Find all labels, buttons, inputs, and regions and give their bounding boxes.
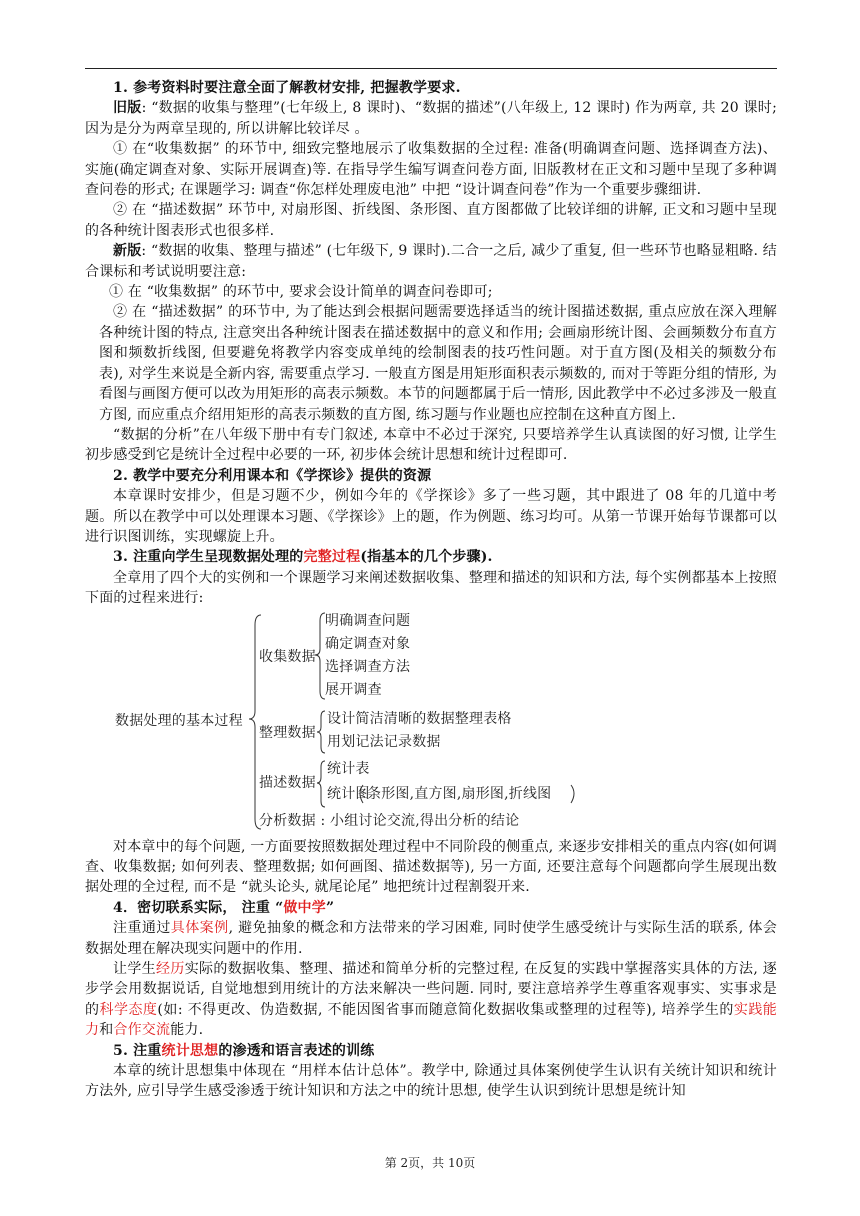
diagram-organize-item: 用划记法记录数据: [327, 733, 441, 750]
diagram-describe: 描述数据: [259, 774, 316, 791]
old-version-label: 旧版: [113, 100, 142, 117]
diagram-collect-item: 确定调查对象: [325, 635, 411, 652]
new-version-paragraph: [85, 241, 777, 282]
s4-p1-b: , 避免抽象的概念和方法带来的学习困难, 同时使学生感受统计与实际生活的联系, 体会数据处理在解决现实问题中的作用.: [85, 920, 777, 957]
section-4-title-highlight: 做中学: [283, 899, 326, 916]
diagram-chart-types: 条形图,直方图,扇形图,折线图: [367, 785, 552, 802]
section-3-title-b: (指基本的几个步骤).: [360, 549, 493, 566]
diagram-organize-item: 设计简洁清晰的数据整理表格: [327, 710, 512, 727]
section-4-title-a: 4．密切联系实际， 注重 “: [113, 899, 284, 916]
s4-p2-a: 让学生: [113, 961, 157, 977]
new-version-point-2: ② 在 “描述数据” 的环节中, 为了能达到会根据问题需要选择适当的统计图描述数据, 重点应放在深入理解各种统计图的特点, 注意突出各种统计图表在描述数据中的意义和作用; 会画扇形统计图、会画频数分布直方图和频数折线图, 但要避免将教学内容变成单纯的绘制图表的技巧性问题。对于直方图(及相关的频数分布表), 对学生来说是全新内容, 需要重点学习. 一般直方图是用矩形面积表示频数的, 而对于等距分组的情形, 为看图与画图方便可以改为用矩形的高表示频数。本节的问题都属于后一情形, 因此教学中不必过多涉及一般直方图, 而应重点介绍用矩形的高表示频数的直方图, 练习题与作业题也应控制在这种直方图上.: [99, 304, 777, 423]
diagram-describe-item: 统计图: [327, 785, 370, 802]
page-content: [85, 78, 777, 1102]
s4-p2-c: (如: 不得更改、伪造数据, 不能因图省事而随意简化数据收集或整理的过程等), 培养学生的: [157, 1001, 734, 1018]
section-3-title-a: 3. 注重向学生呈现数据处理的: [113, 549, 304, 566]
s4-p1-a: 注重通过: [113, 920, 171, 937]
section-2-title: 2. 教学中要充分利用课本和《学探诊》提供的资源: [113, 467, 432, 484]
section-4-paragraph-2: [85, 959, 777, 1041]
section-5-text: 本章的统计思想集中体现在 “用样本估计总体”。教学中, 除通过具体案例使学生认识有关统计知识和统计方法外, 应引导学生感受渗透于统计知识和方法之中的统计思想, 使学生认识到统计思想是统计知: [85, 1063, 777, 1100]
s4-p2-highlight-1: 经历: [156, 961, 185, 977]
s4-p2-highlight-4: 合作交流: [113, 1022, 171, 1039]
section-5-title-a: 5. 注重: [113, 1042, 162, 1059]
diagram-collect-item: 展开调查: [325, 681, 382, 698]
diagram-root: 数据处理的基本过程: [115, 712, 243, 729]
section-5-title-highlight: 统计思想: [161, 1042, 219, 1059]
page-footer: 第 2页，共 10页: [384, 1156, 476, 1170]
header-rule: [85, 68, 777, 69]
section-3-title-highlight: 完整过程: [303, 549, 361, 566]
section-3-after: 对本章中的每个问题, 一方面要按照数据处理过程中不同阶段的侧重点, 来逐步安排相关的重点内容(如何调查、收集数据; 如何列表、整理数据; 如何画图、描述数据等), 另一方面, 还要注意每个问题都向学生展现出数据处理的全过程, 而不是 “就头论头, 就尾论尾” 地把统计过程割裂开来.: [85, 838, 777, 896]
section-4-title-b: ”: [325, 899, 335, 916]
chart-types-close: [571, 785, 574, 803]
old-version-point-2: ② 在 “描述数据” 环节中, 对扇形图、折线图、条形图、直方图都做了比较详细的讲解, 正文和习题中呈现的各种统计图表形式也很多样.: [85, 202, 777, 239]
section-5-title: [85, 1041, 777, 1061]
section-1-title: 1. 参考资料时要注意全面了解教材安排, 把握教学要求.: [113, 80, 461, 96]
diagram-describe-item: 统计表: [327, 760, 370, 777]
s4-p1-highlight: 具体案例: [170, 920, 229, 937]
old-version-paragraph: [85, 98, 777, 139]
s4-p2-b: 实际的数据收集、整理、描述和简单分析的完整过程, 在反复的实践中掌握落实具体的方法, 逐步学会用数据说话, 自觉地想到用统计的方法来解决一些问题. 同时, 要注意培养学生尊重客观事实、实事求是的: [85, 961, 777, 1018]
section-5-title-b: 的渗透和语言表述的训练: [218, 1042, 375, 1059]
process-diagram: [85, 611, 777, 833]
new-version-label: 新版: [113, 243, 142, 260]
s4-p2-d: 和: [99, 1022, 114, 1039]
new-version-text: : “数据的收集、整理与描述” (七年级下, 9 课时).二合一之后, 减少了重复, 但一些环节也略显粗略. 结合课标和考试说明要注意:: [85, 243, 777, 280]
collect-brace: [315, 613, 325, 699]
s4-p2-highlight-2: 科学态度: [99, 1001, 158, 1018]
diagram-collect-item: 选择调查方法: [325, 658, 411, 675]
diagram-organize: 整理数据: [259, 724, 316, 741]
old-version-text: : “数据的收集与整理”(七年级上, 8 课时)、“数据的描述”(八年级上, 12 课时) 作为两章, 共 20 课时;因为是分为两章呈现的, 所以讲解比较详尽 。: [85, 100, 777, 137]
describe-brace: [317, 761, 325, 807]
diagram-analyze: 分析数据 : 小组讨论交流,得出分析的结论: [259, 812, 520, 829]
analysis-paragraph: “数据的分析”在八年级下册中有专门叙述, 本章中不必过于深究, 只要培养学生认真读图的好习惯, 让学生初步感受到它是统计全过程中必要的一环, 初步体会统计思想和统计过程即可.: [85, 426, 777, 464]
diagram-collect-item: 明确调查问题: [325, 612, 411, 629]
section-3-text: 全章用了四个大的实例和一个课题学习来阐述数据收集、整理和描述的知识和方法, 每个实例都基本上按照下面的过程来进行:: [85, 569, 777, 607]
s4-p2-e: 能力.: [170, 1022, 204, 1039]
section-3-title: [85, 547, 777, 567]
section-2-text: 本章课时安排少，但是习题不少，例如今年的《学探诊》多了一些习题，其中跟进了 08 年的几道中考题。所以在教学中可以处理课本习题、《学探诊》上的题，作为例题、练习均可。从第一节课开始每节课都可以进行识图训练，实现螺旋上升。: [85, 488, 777, 545]
section-4-title: [85, 898, 777, 918]
organize-brace: [317, 711, 325, 753]
section-4-paragraph-1: [85, 918, 777, 959]
diagram-collect: 收集数据: [259, 648, 316, 665]
old-version-point-1: ① 在“收集数据” 的环节中, 细致完整地展示了收集数据的全过程: 准备(明确调查问题、选择调查方法)、实施(确定调查对象、实际开展调查)等. 在指导学生编写调查问卷方面, 旧版教材在正文和习题中呈现了多种调查问卷的形式; 在课题学习: 调查“你怎样处理废电池” 中把 “设计调查问卷”作为一个重要步骤细讲.: [85, 141, 777, 199]
s4-p2-highlight-3: 实践能力: [85, 1001, 778, 1039]
new-version-point-1: ① 在 “收集数据” 的环节中, 要求会设计简单的调查问卷即可;: [109, 284, 493, 301]
